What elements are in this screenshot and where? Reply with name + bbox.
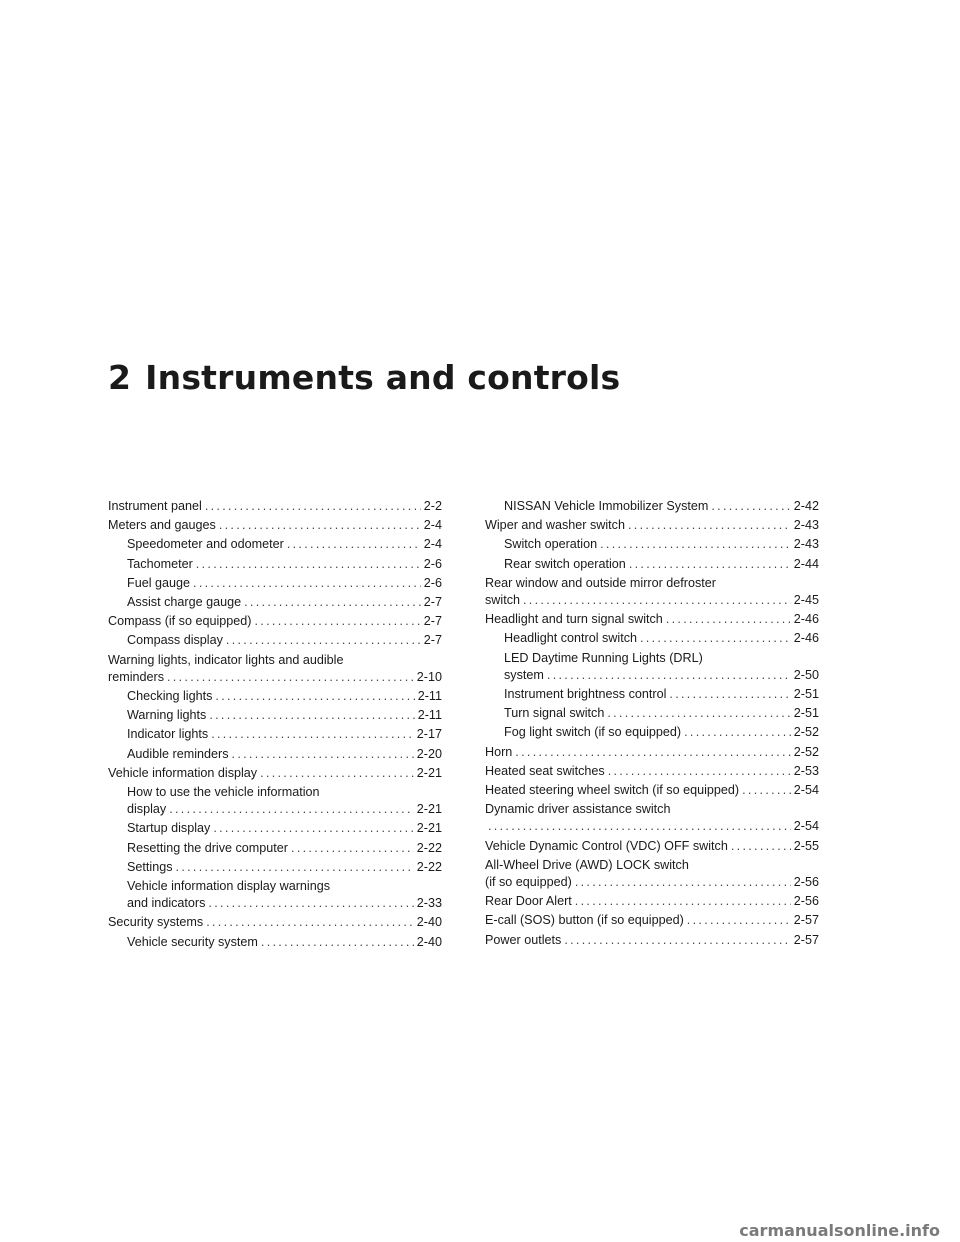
toc-entry[interactable]: [485, 611, 819, 628]
toc-entry[interactable]: [108, 613, 442, 630]
toc-entry-title: Checking lights: [127, 689, 213, 704]
toc-entry[interactable]: [108, 934, 442, 951]
toc-entry-page: 2-57: [793, 913, 819, 928]
dot-leader: [287, 536, 421, 553]
dot-leader: [564, 932, 790, 949]
dot-leader: [607, 705, 790, 722]
chapter-number: 2: [108, 358, 132, 397]
dot-leader: [215, 688, 414, 705]
toc-entry-page: 2-7: [423, 614, 442, 629]
toc-entry[interactable]: [485, 912, 819, 929]
toc-entry-title: switch: [485, 593, 520, 608]
toc-entry-page: 2-22: [416, 840, 442, 855]
dot-leader: [169, 801, 414, 818]
dot-leader: [669, 686, 790, 703]
toc-entry-title: Meters and gauges: [108, 518, 216, 533]
toc-entry-title: E-call (SOS) button (if so equipped): [485, 913, 684, 928]
toc-entry-page: 2-40: [416, 915, 442, 930]
toc-entry[interactable]: [108, 652, 442, 686]
toc-entry[interactable]: [485, 498, 819, 515]
toc-entry[interactable]: [485, 575, 819, 609]
toc-entry-title: Settings: [127, 859, 173, 874]
toc-right-column: [485, 498, 819, 951]
toc-entry-title: Assist charge gauge: [127, 595, 242, 610]
dot-leader: [211, 726, 414, 743]
toc-entry-title: Resetting the drive computer: [127, 840, 289, 855]
toc-entry-title: Warning lights: [127, 708, 207, 723]
toc-entry-title: Compass display: [127, 633, 223, 648]
toc-entry[interactable]: [485, 630, 819, 647]
toc-entry[interactable]: [108, 859, 442, 876]
chapter-name: Instruments and controls: [145, 358, 621, 397]
toc-entry-title: Vehicle security system: [127, 934, 258, 949]
toc-entry[interactable]: [485, 857, 819, 891]
toc-entry-title-line: Dynamic driver assistance switch: [485, 802, 671, 817]
dot-leader: [666, 611, 791, 628]
toc-entry-title-line: Rear window and outside mirror defroster: [485, 575, 716, 590]
toc-entry-page: 2-22: [416, 859, 442, 874]
toc-entry-title: Rear switch operation: [504, 556, 626, 571]
toc-entry-title: Vehicle information display: [108, 765, 258, 780]
toc-entry-title: Indicator lights: [127, 727, 209, 742]
toc-entry-title: reminders: [108, 669, 164, 684]
toc-entry[interactable]: [485, 932, 819, 949]
toc-entry[interactable]: [485, 705, 819, 722]
dot-leader: [547, 667, 791, 684]
toc-entry-title: Security systems: [108, 915, 204, 930]
dot-leader: [244, 594, 421, 611]
chapter-title: [108, 358, 620, 397]
toc-entry-title: Headlight control switch: [504, 631, 637, 646]
dot-leader: [209, 707, 414, 724]
dot-leader: [488, 818, 791, 835]
dot-leader: [205, 498, 421, 515]
dot-leader: [167, 669, 414, 686]
toc-entry-title: Instrument panel: [108, 499, 202, 513]
toc-entry-page: 2-42: [793, 499, 819, 513]
dot-leader: [213, 820, 413, 837]
toc-entry[interactable]: [108, 688, 442, 705]
dot-leader: [176, 859, 414, 876]
toc-entry-title: Compass (if so equipped): [108, 614, 252, 629]
dot-leader: [731, 838, 791, 855]
toc-entry-title: Fuel gauge: [127, 575, 191, 590]
toc-entry-title: Headlight and turn signal switch: [485, 612, 663, 627]
dot-leader: [628, 517, 791, 534]
toc-entry-page: 2-56: [793, 894, 819, 909]
dot-leader: [226, 632, 421, 649]
toc-entry-page: 2-45: [793, 593, 819, 608]
toc-entry[interactable]: [108, 878, 442, 912]
toc-entry-title: NISSAN Vehicle Immobilizer System: [504, 499, 709, 513]
toc-entry[interactable]: [485, 763, 819, 780]
toc-entry[interactable]: [485, 893, 819, 910]
toc-entry[interactable]: [108, 765, 442, 782]
toc-entry-page: 2-50: [793, 667, 819, 682]
toc-entry-page: 2-4: [423, 518, 442, 533]
dot-leader: [711, 498, 790, 515]
dot-leader: [600, 536, 791, 553]
toc-entry-title: Speedometer and odometer: [127, 537, 284, 552]
toc-entry-title: Heated seat switches: [485, 763, 605, 778]
dot-leader: [255, 613, 421, 630]
toc-entry[interactable]: [108, 914, 442, 931]
toc-entry-title: display: [127, 802, 167, 817]
dot-leader: [742, 782, 791, 799]
toc-entry[interactable]: [108, 840, 442, 857]
toc-entry-page: 2-43: [793, 518, 819, 533]
toc-entry-page: 2-20: [416, 746, 442, 761]
toc-entry-page: 2-53: [793, 763, 819, 778]
toc-entry-page: 2-21: [416, 765, 442, 780]
dot-leader: [640, 630, 791, 647]
toc-entry-title: Vehicle Dynamic Control (VDC) OFF switch: [485, 838, 728, 853]
dot-leader: [206, 914, 414, 931]
toc-entry[interactable]: [108, 820, 442, 837]
dot-leader: [515, 744, 790, 761]
toc-entry[interactable]: [108, 517, 442, 534]
toc-entry-title: Power outlets: [485, 932, 562, 947]
toc-entry-title: (if so equipped): [485, 875, 572, 890]
dot-leader: [575, 893, 791, 910]
toc-entry-page: 2-55: [793, 838, 819, 853]
toc-entry-page: 2-11: [417, 708, 442, 723]
dot-leader: [232, 746, 414, 763]
toc-entry-page: 2-6: [423, 575, 442, 590]
toc-entry[interactable]: [485, 536, 819, 553]
toc-entry-title: Fog light switch (if so equipped): [504, 725, 682, 740]
toc-entry[interactable]: [485, 686, 819, 703]
toc-entry-page: 2-40: [416, 934, 442, 949]
toc-entry[interactable]: [485, 517, 819, 534]
toc-entry[interactable]: [108, 575, 442, 592]
toc-entry-page: 2-21: [416, 821, 442, 836]
toc-entry-page: 2-54: [793, 819, 819, 834]
toc-entry[interactable]: [485, 838, 819, 855]
toc-entry-page: 2-33: [416, 896, 442, 911]
dot-leader: [575, 874, 791, 891]
toc-entry-page: 2-10: [416, 669, 442, 684]
toc-entry[interactable]: [108, 594, 442, 611]
toc-entry-page: 2-7: [423, 595, 442, 610]
toc-entry-page: 2-46: [793, 631, 819, 646]
toc-entry-title: and indicators: [127, 896, 206, 911]
toc-entry[interactable]: [485, 556, 819, 573]
toc-entry[interactable]: [108, 746, 442, 763]
toc-entry[interactable]: [108, 726, 442, 743]
dot-leader: [608, 763, 791, 780]
toc-entry-title: system: [504, 667, 544, 682]
toc-entry[interactable]: [108, 632, 442, 649]
dot-leader: [208, 895, 413, 912]
toc-entry[interactable]: [485, 744, 819, 761]
dot-leader: [260, 765, 414, 782]
toc-entry-title-line: All-Wheel Drive (AWD) LOCK switch: [485, 857, 689, 872]
toc-entry-page: 2-46: [793, 612, 819, 627]
toc-entry[interactable]: [485, 724, 819, 741]
toc-left-column: [108, 498, 442, 953]
toc-entry-title: Rear Door Alert: [485, 894, 572, 909]
toc-entry-title: Instrument brightness control: [504, 687, 667, 702]
toc-entry[interactable]: [485, 801, 819, 835]
toc-entry-title: Tachometer: [127, 556, 193, 571]
toc-entry-page: 2-52: [793, 744, 819, 759]
dot-leader: [291, 840, 414, 857]
toc-entry-page: 2-43: [793, 537, 819, 552]
toc-entry-title-line: Vehicle information display warnings: [127, 879, 331, 894]
toc-entry-page: 2-56: [793, 875, 819, 890]
toc-entry[interactable]: [108, 707, 442, 724]
toc-entry-page: 2-2: [423, 499, 442, 513]
dot-leader: [193, 575, 421, 592]
toc-entry-title: Switch operation: [504, 537, 598, 552]
toc-entry-title: Horn: [485, 744, 513, 759]
toc-entry-page: 2-54: [793, 783, 819, 798]
toc-entry-page: 2-51: [793, 706, 819, 721]
toc-entry-page: 2-52: [793, 725, 819, 740]
toc-entry-title: Turn signal switch: [504, 706, 605, 721]
toc-entry-title: Heated steering wheel switch (if so equipped): [485, 783, 740, 798]
toc-entry[interactable]: [108, 556, 442, 573]
toc-entry[interactable]: [108, 784, 442, 818]
toc-entry-title-line: Warning lights, indicator lights and audible: [108, 652, 344, 667]
dot-leader: [687, 912, 791, 929]
dot-leader: [523, 592, 791, 609]
toc-entry-page: 2-11: [417, 689, 442, 704]
dot-leader: [684, 724, 791, 741]
toc-entry-page: 2-6: [423, 556, 442, 571]
toc-entry-page: 2-17: [416, 727, 442, 742]
toc-entry-page: 2-44: [793, 556, 819, 571]
toc-entry-title: Wiper and washer switch: [485, 518, 625, 533]
toc-entry-page: 2-57: [793, 932, 819, 947]
dot-leader: [629, 556, 791, 573]
dot-leader: [196, 556, 421, 573]
toc-entry-title: Audible reminders: [127, 746, 229, 761]
dot-leader: [261, 934, 414, 951]
toc-entry-page: 2-7: [423, 633, 442, 648]
toc-entry[interactable]: [485, 782, 819, 799]
toc-entry[interactable]: [485, 650, 819, 684]
toc-entry[interactable]: [108, 536, 442, 553]
toc-entry-title: Startup display: [127, 821, 211, 836]
watermark: carmanualsonline.info: [739, 1221, 940, 1240]
toc-entry-title-line: LED Daytime Running Lights (DRL): [504, 650, 703, 665]
toc-entry-page: 2-51: [793, 687, 819, 702]
toc-entry-page: 2-21: [416, 802, 442, 817]
dot-leader: [219, 517, 421, 534]
toc-entry-title-line: How to use the vehicle information: [127, 785, 320, 800]
toc-entry-page: 2-4: [423, 537, 442, 552]
toc-entry[interactable]: [108, 498, 442, 515]
